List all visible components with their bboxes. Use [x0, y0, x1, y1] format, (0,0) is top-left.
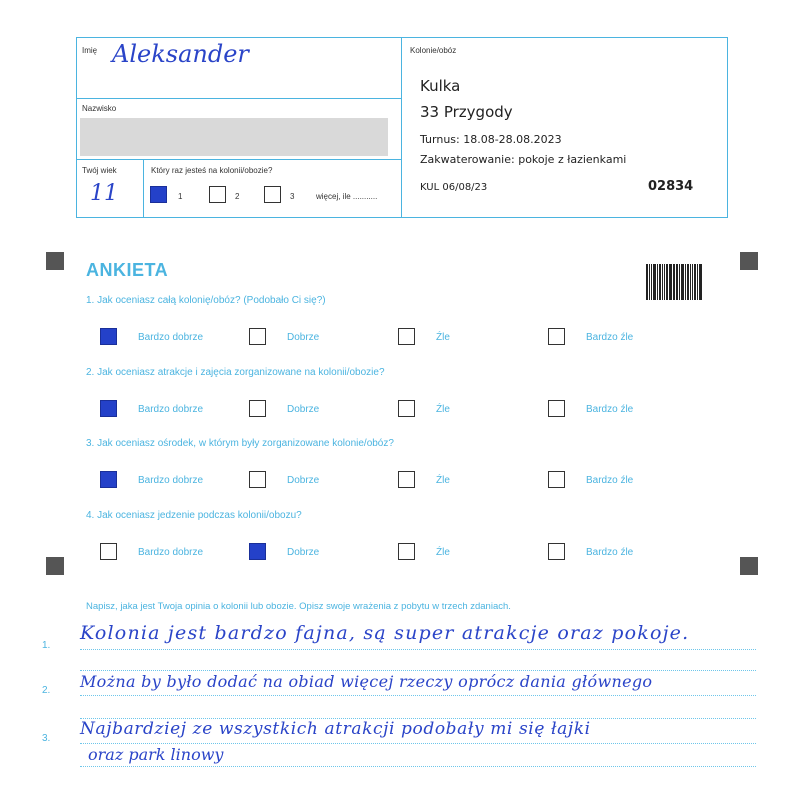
barcode-stripe: [681, 264, 684, 300]
line-number-2: 2.: [42, 685, 51, 696]
camp-name: Kulka: [420, 77, 461, 95]
barcode-stripe: [649, 264, 650, 300]
age-field[interactable]: 11: [90, 181, 118, 206]
question-1-option-label: Dobrze: [287, 332, 320, 343]
times-checkbox-2[interactable]: [209, 186, 226, 203]
times-option-3: 3: [290, 192, 295, 201]
question-2-checkbox-bardzo-dobrze[interactable]: [100, 400, 117, 417]
barcode-stripe: [662, 264, 663, 300]
times-more: więcej, ile ...........: [316, 192, 378, 201]
barcode-stripe: [653, 264, 656, 300]
line-number-1: 1.: [42, 640, 51, 651]
barcode-stripe: [664, 264, 665, 300]
writing-line: [80, 743, 756, 744]
question-2-checkbox-dobrze[interactable]: [249, 400, 266, 417]
times-checkbox-1[interactable]: [150, 186, 167, 203]
barcode-stripe: [676, 264, 678, 300]
question-3-checkbox-zle[interactable]: [398, 471, 415, 488]
question-4-checkbox-zle[interactable]: [398, 543, 415, 560]
question-3-text: 3. Jak oceniasz ośrodek, w którym były zorganizowane kolonie/obóz?: [86, 438, 394, 449]
times-checkbox-3[interactable]: [264, 186, 281, 203]
writing-line: [80, 649, 756, 650]
registration-marker: [740, 252, 758, 270]
question-1-option-label: Źle: [436, 332, 450, 343]
barcode-stripe: [694, 264, 696, 300]
question-4-checkbox-bardzo-zle[interactable]: [548, 543, 565, 560]
form-number: 02834: [648, 179, 694, 194]
question-2-option-label: Dobrze: [287, 404, 320, 415]
registration-marker: [46, 252, 64, 270]
registration-marker: [46, 557, 64, 575]
barcode-stripe: [679, 264, 680, 300]
question-3-option-label: Bardzo dobrze: [138, 475, 204, 486]
age-label: Twój wiek: [82, 166, 117, 175]
question-4-option-label: Dobrze: [287, 547, 320, 558]
registration-marker: [740, 557, 758, 575]
question-4-option-label: Bardzo źle: [586, 547, 634, 558]
barcode-stripe: [699, 264, 702, 300]
surname-redacted: [80, 118, 388, 156]
barcode-stripe: [646, 264, 648, 300]
times-label: Który raz jesteś na kolonii/obozie?: [151, 166, 273, 175]
question-1-text: 1. Jak oceniasz całą kolonię/obóz? (Podobało Ci się?): [86, 295, 326, 306]
survey-title: ANKIETA: [86, 260, 169, 280]
line-number-3: 3.: [42, 733, 51, 744]
opinion-line-1[interactable]: Kolonia jest bardzo fajna, są super atrakcje oraz pokoje.: [80, 622, 690, 644]
question-2-option-label: Bardzo dobrze: [138, 404, 204, 415]
question-2-text: 2. Jak oceniasz atrakcje i zajęcia zorganizowane na kolonii/obozie?: [86, 367, 385, 378]
barcode-stripe: [685, 264, 686, 300]
camp-subtitle: 33 Przygody: [420, 103, 513, 121]
question-3-checkbox-bardzo-dobrze[interactable]: [100, 471, 117, 488]
header-divider: [401, 37, 402, 218]
question-4-checkbox-dobrze[interactable]: [249, 543, 266, 560]
surname-label: Nazwisko: [82, 104, 117, 113]
barcode-stripe: [673, 264, 674, 300]
accommodation: Zakwaterowanie: pokoje z łazienkami: [420, 153, 627, 166]
writing-line: [80, 670, 756, 671]
question-2-option-label: Źle: [436, 404, 450, 415]
question-3-option-label: Źle: [436, 475, 450, 486]
header-divider: [143, 159, 144, 218]
writing-line: [80, 695, 756, 696]
barcode-stripe: [669, 264, 672, 300]
question-3-option-label: Dobrze: [287, 475, 320, 486]
opinion-line-2[interactable]: Można by było dodać na obiad więcej rzeczy oprócz dania głównego: [80, 672, 653, 691]
barcode-stripe: [674, 264, 675, 300]
question-1-option-label: Bardzo źle: [586, 332, 634, 343]
question-4-option-label: Bardzo dobrze: [138, 547, 204, 558]
question-2-option-label: Bardzo źle: [586, 404, 634, 415]
barcode-stripe: [692, 264, 693, 300]
question-1-checkbox-bardzo-dobrze[interactable]: [100, 328, 117, 345]
opinion-line-3[interactable]: Najbardziej ze wszystkich atrakcji podobały mi się łajki: [80, 719, 591, 739]
header-divider: [76, 98, 402, 99]
opinion-prompt: Napisz, jaka jest Twoja opinia o kolonii lub obozie. Opisz swoje wrażenia z pobytu w trzech zdaniach.: [86, 601, 511, 612]
question-1-option-label: Bardzo dobrze: [138, 332, 204, 343]
barcode: [646, 264, 702, 300]
turnus: Turnus: 18.08-28.08.2023: [420, 133, 562, 146]
times-option-2: 2: [235, 192, 240, 201]
question-3-checkbox-bardzo-zle[interactable]: [548, 471, 565, 488]
barcode-stripe: [687, 264, 689, 300]
barcode-stripe: [659, 264, 661, 300]
header-divider: [76, 159, 402, 160]
question-2-checkbox-zle[interactable]: [398, 400, 415, 417]
name-label: Imię: [82, 46, 98, 55]
question-4-text: 4. Jak oceniasz jedzenie podczas kolonii/obozu?: [86, 510, 302, 521]
question-1-checkbox-zle[interactable]: [398, 328, 415, 345]
barcode-stripe: [666, 264, 668, 300]
question-2-checkbox-bardzo-zle[interactable]: [548, 400, 565, 417]
question-4-checkbox-bardzo-dobrze[interactable]: [100, 543, 117, 560]
times-option-1: 1: [178, 192, 183, 201]
camp-code: KUL 06/08/23: [420, 182, 488, 193]
barcode-stripe: [690, 264, 691, 300]
question-3-checkbox-dobrze[interactable]: [249, 471, 266, 488]
barcode-stripe: [651, 264, 652, 300]
question-1-checkbox-bardzo-zle[interactable]: [548, 328, 565, 345]
writing-line: [80, 766, 756, 767]
name-field[interactable]: Aleksander: [112, 40, 249, 68]
barcode-stripe: [657, 264, 658, 300]
question-4-option-label: Źle: [436, 547, 450, 558]
opinion-line-4[interactable]: oraz park linowy: [88, 745, 224, 764]
question-1-checkbox-dobrze[interactable]: [249, 328, 266, 345]
camp-label: Kolonie/obóz: [410, 46, 457, 55]
barcode-stripe: [697, 264, 698, 300]
question-3-option-label: Bardzo źle: [586, 475, 634, 486]
